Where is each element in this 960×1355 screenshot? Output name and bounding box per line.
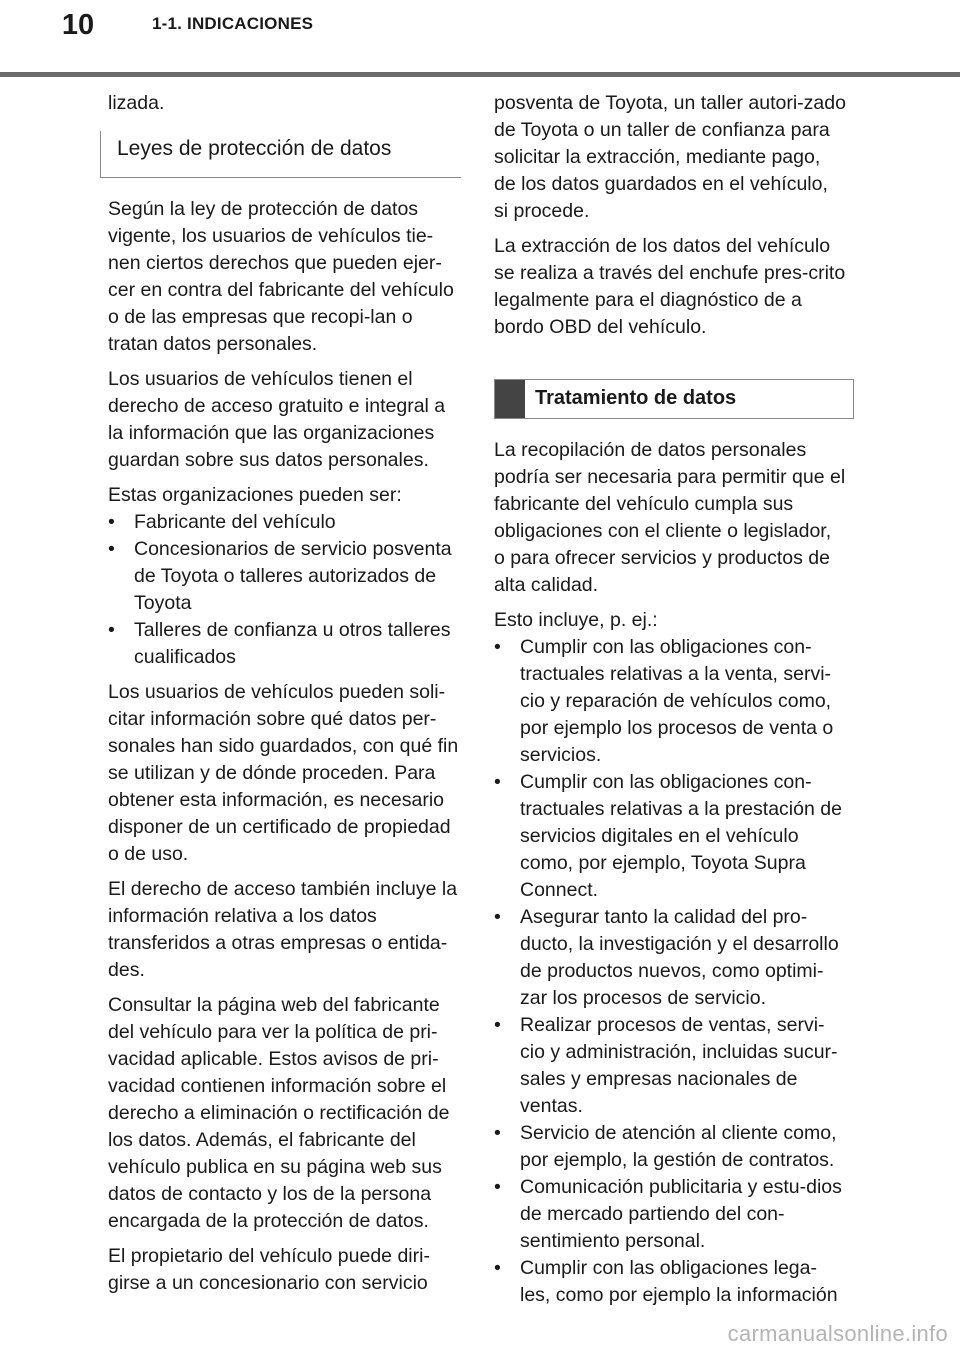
- left-column: [108, 90, 460, 1305]
- bullet-glyph: •: [494, 1122, 501, 1144]
- header-rule: [0, 72, 960, 77]
- list-item: [494, 904, 846, 1012]
- list-item: [494, 1255, 846, 1309]
- section-heading-data-processing: [494, 379, 854, 419]
- list-item-text: Concesionarios de servicio posventa de Toyota o talleres autorizados de Toyota: [134, 538, 452, 614]
- section-heading-bar: [495, 380, 525, 418]
- watermark: carmanualsonline.info: [727, 1321, 948, 1346]
- paragraph: Los usuarios de vehículos pueden soli-citar información sobre qué datos per-sonales han sido guardados, con qué fin se utilizan y de dónde proceden. Para obtener esta información, es necesario disponer de un certificado de propiedad o de uso.: [108, 681, 459, 865]
- list-item: [494, 1174, 846, 1255]
- list-item-text: Realizar procesos de ventas, servi-cio y administración, incluidas sucur-sales y empresas nacionales de ventas.: [520, 1014, 838, 1117]
- list-item-text: Comunicación publicitaria y estu-dios de mercado partiendo del con-sentimiento personal.: [520, 1176, 842, 1252]
- continuation-text: lizada.: [108, 92, 165, 114]
- paragraph: El derecho de acceso también incluye la información relativa a los datos transferidos a otras empresas o entida-des.: [108, 878, 458, 981]
- list-item-text: Cumplir con las obligaciones lega-les, como por ejemplo la información: [520, 1257, 838, 1306]
- paragraph: Estas organizaciones pueden ser:: [108, 484, 402, 506]
- bullet-glyph: •: [108, 619, 115, 641]
- bullet-glyph: •: [108, 511, 115, 533]
- section-heading-data-protection: Leyes de protección de datos: [100, 131, 461, 178]
- right-column: [494, 90, 846, 1317]
- bullet-glyph: •: [494, 906, 501, 928]
- list-item-text: Fabricante del vehículo: [134, 511, 336, 533]
- header-section-label: 1-1. INDICACIONES: [152, 14, 314, 33]
- list-item: [494, 1120, 846, 1174]
- bullet-glyph: •: [494, 1176, 501, 1198]
- bullet-glyph: •: [494, 1014, 501, 1036]
- list-item-text: Servicio de atención al cliente como, por ejemplo, la gestión de contratos.: [520, 1122, 837, 1171]
- list-item: [494, 1012, 846, 1120]
- paragraph: Según la ley de protección de datos vigente, los usuarios de vehículos tie-nen ciertos derechos que pueden ejer-cer en contra del fabricante del vehículo o de las empresas que recopi-lan o tratan datos personales.: [108, 198, 454, 355]
- paragraph: posventa de Toyota, un taller autori-zado de Toyota o un taller de confianza para solicitar la extracción, mediante pago, de los datos guardados en el vehículo, si procede.: [494, 92, 846, 222]
- page-number: 10: [61, 9, 95, 41]
- paragraph: El propietario del vehículo puede diri-girse a un concesionario con servicio: [108, 1245, 430, 1294]
- list-item-text: Talleres de confianza u otros talleres cualificados: [134, 619, 451, 668]
- list-item: [108, 536, 460, 617]
- paragraph: La recopilación de datos personales podría ser necesaria para permitir que el fabricante del vehículo cumpla sus obligaciones con el cliente o legislador, o para ofrecer servicios y productos de alta calidad.: [494, 439, 846, 596]
- bullet-glyph: •: [494, 1257, 501, 1279]
- processing-list: [494, 634, 846, 1309]
- list-item: [108, 509, 460, 536]
- list-item: [108, 617, 460, 671]
- paragraph: Esto incluye, p. ej.:: [494, 609, 658, 631]
- paragraph: Consultar la página web del fabricante del vehículo para ver la política de pri-vacidad aplicable. Estos avisos de pri-vacidad contienen información sobre el derecho a eliminación o rectificación de los datos. Además, el fabricante del vehículo publica en su página web sus datos de contacto y los de la persona encargada de la protección de datos.: [108, 994, 450, 1232]
- list-item-text: Cumplir con las obligaciones con-tractuales relativas a la venta, servi-cio y reparación de vehículos como, por ejemplo los procesos de venta o servicios.: [520, 636, 834, 766]
- bullet-glyph: •: [494, 771, 501, 793]
- list-item: [494, 769, 846, 904]
- paragraph: Los usuarios de vehículos tienen el derecho de acceso gratuito e integral a la información que las organizaciones guardan sobre sus datos personales.: [108, 368, 446, 471]
- section-heading-title: Tratamiento de datos: [535, 387, 737, 409]
- bullet-glyph: •: [494, 636, 501, 658]
- bullet-glyph: •: [108, 538, 115, 560]
- list-item: [494, 634, 846, 769]
- list-item-text: Asegurar tanto la calidad del pro-ducto, la investigación y el desarrollo de productos nuevos, como optimi-zar los procesos de servicio.: [520, 906, 839, 1009]
- list-item-text: Cumplir con las obligaciones con-tractuales relativas a la prestación de servicios digitales en el vehículo como, por ejemplo, Toyota Supra Connect.: [520, 771, 842, 901]
- paragraph: La extracción de los datos del vehículo se realiza a través del enchufe pres-crito legalmente para el diagnóstico de a bordo OBD del vehículo.: [494, 235, 846, 338]
- organization-list: [108, 509, 460, 671]
